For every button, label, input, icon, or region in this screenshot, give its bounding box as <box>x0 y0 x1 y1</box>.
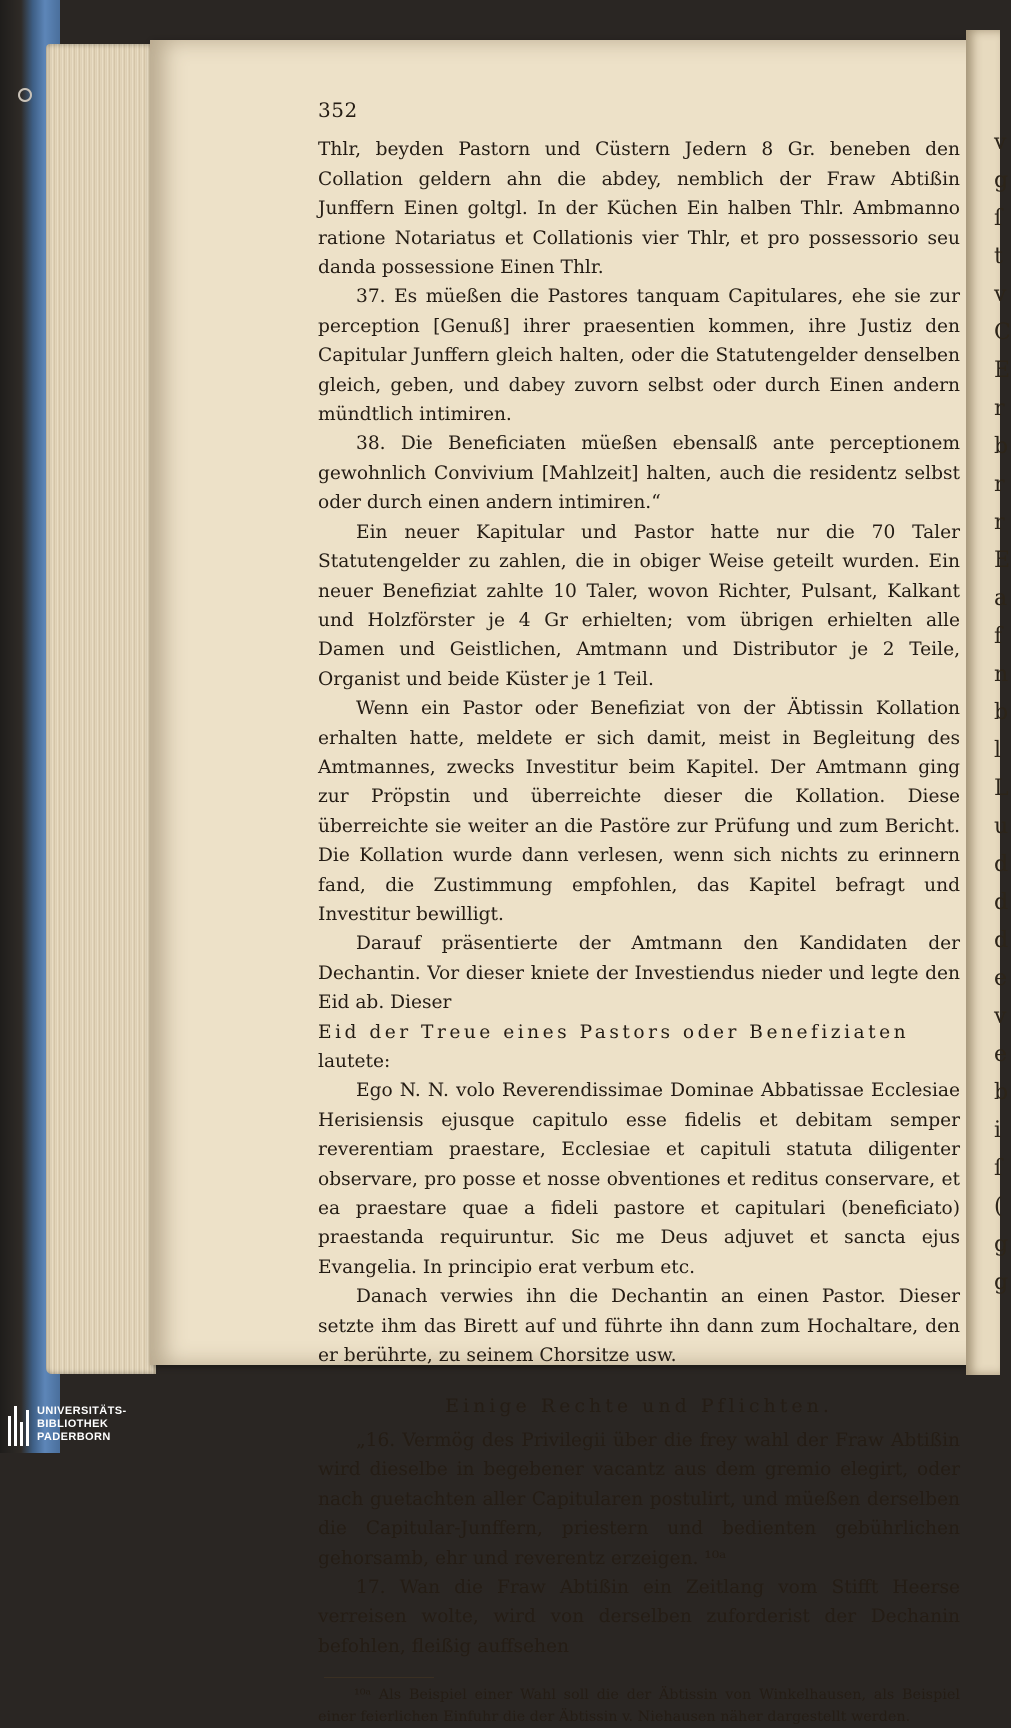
paragraph: Danach verwies ihn die Dechantin an einen Pastor. Dieser setzte ihm das Birett auf und führte ihn dann zum Hochaltare, den er berührte, zu seinem Chorsitze usw. <box>318 1286 960 1367</box>
paragraph: Thlr, beyden Pastorn und Cüstern Jedern 8 Gr. beneben den Collation geldern ahn die abdey, nemblich der Fraw Abtißin Junffern Einen goltgl. In der Küchen Ein halben Thlr. Ambmanno ratione Notariatus et Collationis vier Thlr, et pro possessorio seu danda possessione Einen Thlr. <box>318 139 960 279</box>
facing-page-fragment: v <box>994 1004 1007 1029</box>
facing-page-fragment: r <box>994 472 1005 497</box>
facing-page-fragment: b <box>994 1080 1009 1105</box>
facing-page-fragment: a <box>994 586 1008 611</box>
facing-page-fragment: v <box>994 282 1007 307</box>
oath-intro: lautete: <box>318 1051 391 1072</box>
facing-page-fragment: i <box>994 1118 1002 1143</box>
facing-page-fragment: r <box>994 510 1005 535</box>
facing-page-fragment: g <box>994 1232 1009 1257</box>
facing-page-fragment: C <box>994 320 1011 345</box>
facing-page-fragment: r <box>994 396 1005 421</box>
facing-page-fragment: L <box>994 776 1009 801</box>
library-logo-text: UNIVERSITÄTS- BIBLIOTHEK PADERBORN <box>37 1404 127 1443</box>
paragraph: 38. Die Beneficiaten müeßen ebensalß ante perceptionem gewohnlich Convivium [Mahlzeit] halten, auch die residentz selbst oder durch einen andern intimiren.“ <box>318 433 960 514</box>
facing-page-fragment: t <box>994 244 1003 269</box>
facing-page-fragment: ſ <box>994 1156 1003 1181</box>
facing-page-fragment: ( <box>994 1194 1003 1219</box>
footnote: ¹⁰ᵃ Als Beispiel einer Wahl soll die der Äbtissin von Winkelhausen, als Beispiel einer feierlichen Einfuhr die der Äbtissin v. Niehausen näher dargestellt werden. <box>318 1687 960 1726</box>
facing-page-fragment: n <box>994 662 1009 687</box>
facing-page-fragment: u <box>994 814 1009 839</box>
facing-page-fragment: b <box>994 700 1009 725</box>
facing-page-fragment: e <box>994 966 1008 991</box>
section-heading: Einige Rechte und Pflichten. <box>445 1395 833 1418</box>
facing-page-edge <box>966 30 1011 1375</box>
facing-page-fragment: d <box>994 890 1009 915</box>
facing-page-fragment: E <box>994 358 1011 383</box>
oath-heading: Eid der Treue eines Pastors oder Benefiziaten <box>318 1021 910 1043</box>
facing-page-fragment: d <box>994 852 1009 877</box>
page-number: 352 <box>318 98 358 122</box>
paragraph: „16. Vermög des Privilegii über die frey wahl der Fraw Abtißin wird dieselbe in begebener vacantz aus dem gremio elegirt, oder nach guetachten aller Capitularen postulirt, und müeßen derselben die Capitular-Junffern, priestern und bedienten gebührlichen gehorsamb, ehr und reverentz erzeigen. ¹⁰ᵃ <box>318 1429 960 1569</box>
facing-page-fragment: g <box>994 168 1009 193</box>
library-logo-icon <box>8 1402 29 1446</box>
oath-text: Ego N. N. volo Reverendissimae Dominae Abbatissae Ecclesiae Herisiensis ejusque capitulo esse fidelis et debitam semper reverentiam praestare, Ecclesiae et capituli statuta diligenter observare, pro posse et nosse obventiones et reditus conservare, et ea praestare quae a fideli pastore et capitulari (beneficiato) praestanda requiruntur. Sic me Deus adjuvet et sancta ejus Evangelia. In principio erat verbum etc. <box>318 1080 960 1278</box>
paragraph: Ein neuer Kapitular und Pastor hatte nur die 70 Taler Statutengelder zu zahlen, die in obiger Weise geteilt wurden. Ein neuer Benefiziat zahlte 10 Taler, wovon Richter, Pulsant, Kalkant und Holzförster je 4 Gr erhielten; vom übrigen erhielten alle Damen und Geistlichen, Amtmann und Distributor je 2 Teile, Organist und beide Küster je 1 Teil. <box>318 521 960 690</box>
facing-page-fragment: b <box>994 434 1009 459</box>
facing-page-fragment: f <box>994 624 1003 649</box>
facing-page-fragment: d <box>994 928 1009 953</box>
facing-page-fragment: g <box>994 1270 1009 1295</box>
footnote-rule <box>324 1677 434 1678</box>
paragraph: Wenn ein Pastor oder Benefiziat von der Äbtissin Kollation erhalten hatte, meldete er sich damit, meist in Begleitung des Amtmannes, zwecks Investitur beim Kapitel. Der Amtmann ging zur Pröpstin und überreichte dieser die Kollation. Diese überreichte sie weiter an die Pastöre zur Prüfung und zum Bericht. Die Kollation wurde dann verlesen, wenn sich nichts zu erinnern fand, die Zustimmung empfohlen, das Kapitel befragt und Investitur bewilligt. <box>318 698 960 925</box>
page-text <box>318 96 960 1728</box>
library-logo <box>8 1402 198 1446</box>
paragraph: 37. Es müeßen die Pastores tanquam Capitulares, ehe sie zur perception [Genuß] ihrer praesentien kommen, ihre Justiz den Capitular Junffern gleich halten, oder die Statutengelder denselben gleich, geben, und dabey zuvorn selbst oder durch Einen andern mündtlich intimiren. <box>318 286 960 426</box>
facing-page-fragment: l <box>994 738 1002 763</box>
paragraph: Darauf präsentierte der Amtmann den Kandidaten der Dechantin. Vor dieser kniete der Investiendus nieder und legte den Eid ab. Dieser <box>318 933 960 1014</box>
page-edges <box>46 44 156 1374</box>
facing-page-fragment: ſ <box>994 206 1003 231</box>
ring-icon <box>18 88 32 102</box>
facing-page-fragment: v <box>994 130 1007 155</box>
facing-page-fragment: e <box>994 1042 1008 1067</box>
paragraph: 17. Wan die Fraw Abtißin ein Zeitlang vom Stifft Heerse verreisen wolte, wird von derselben zuforderist der Dechanin befohlen, fleißig auffsehen <box>318 1576 960 1657</box>
facing-page-fragment: E <box>994 548 1011 573</box>
